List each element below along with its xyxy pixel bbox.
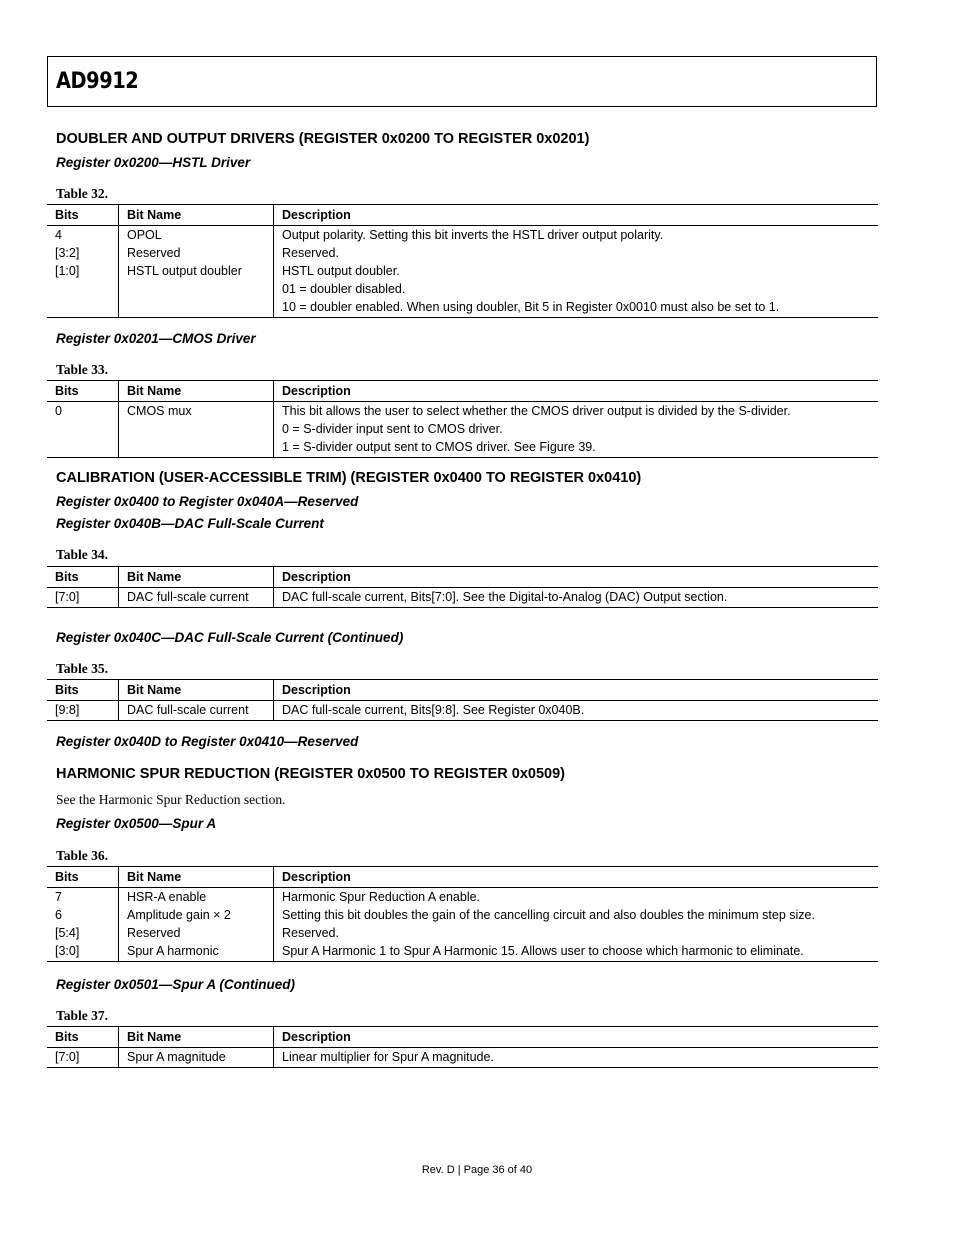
description-line: Setting this bit doubles the gain of the cancelling circuit and also doubles the minimum step size.: [282, 908, 815, 922]
section-heading-doubler: DOUBLER AND OUTPUT DRIVERS (REGISTER 0x0200 TO REGISTER 0x0201): [56, 131, 590, 147]
table-caption-34: Table 34.: [56, 547, 109, 562]
cell-bit-name: CMOS mux: [119, 402, 274, 458]
description-line: 1 = S-divider output sent to CMOS driver. See Figure 39.: [282, 440, 596, 454]
column-header-bits: Bits: [47, 381, 119, 402]
description-line: Output polarity. Setting this bit inverts the HSTL driver output polarity.: [282, 228, 664, 242]
page-footer: Rev. D | Page 36 of 40: [421, 1164, 533, 1176]
table-caption-36: Table 36.: [56, 848, 109, 863]
subheading-register-0x0400: Register 0x0400 to Register 0x040A—Reserved: [56, 494, 359, 509]
table-37: [47, 1026, 878, 1068]
subheading-register-0x0200: Register 0x0200—HSTL Driver: [56, 155, 251, 170]
table-row: [47, 244, 878, 262]
column-header-bits: Bits: [47, 867, 119, 888]
cell-bits: [3:0]: [55, 944, 80, 958]
table-35: [47, 679, 878, 721]
cell-bits: [9:8]: [55, 703, 80, 717]
column-header-bits: Bits: [47, 680, 119, 701]
column-header-bits: Bits: [47, 205, 119, 226]
cell-bit-name: OPOL: [119, 226, 274, 245]
subheading-register-0x040c: Register 0x040C—DAC Full-Scale Current (Continued): [56, 630, 404, 645]
cell-bit-name: HSR-A enable: [119, 888, 274, 907]
table-header-row: [47, 567, 878, 588]
cell-bit-name: HSTL output doubler: [119, 262, 274, 318]
table-row: [47, 888, 878, 907]
subheading-register-0x0201: Register 0x0201—CMOS Driver: [56, 331, 256, 346]
column-header-bits: Bits: [47, 567, 119, 588]
column-header-description: Description: [274, 680, 879, 701]
subheading-register-0x040b: Register 0x040B—DAC Full-Scale Current: [56, 516, 324, 531]
cell-description: [274, 942, 879, 962]
document-title: AD9912: [56, 69, 139, 94]
description-line: Reserved.: [282, 246, 339, 260]
cell-description: [274, 924, 879, 942]
section-text-harmonic-spur: See the Harmonic Spur Reduction section.: [56, 792, 286, 807]
column-header-bit-name: Bit Name: [119, 867, 274, 888]
cell-description: [274, 906, 879, 924]
column-header-description: Description: [274, 867, 879, 888]
table-header-row: [47, 1027, 878, 1048]
table-header-row: [47, 867, 878, 888]
table-row: [47, 226, 878, 245]
cell-bit-name: Spur A magnitude: [119, 1048, 274, 1068]
table-header-row: [47, 680, 878, 701]
subheading-register-0x040d: Register 0x040D to Register 0x0410—Reserved: [56, 734, 359, 749]
description-line: Harmonic Spur Reduction A enable.: [282, 890, 481, 904]
table-row: [47, 402, 878, 458]
cell-bits: [7:0]: [55, 590, 80, 604]
table-row: [47, 906, 878, 924]
column-header-description: Description: [274, 205, 879, 226]
cell-bits: [1:0]: [55, 264, 80, 278]
table-36: [47, 866, 878, 962]
column-header-bits: Bits: [47, 1027, 119, 1048]
description-line: DAC full-scale current, Bits[7:0]. See the Digital-to-Analog (DAC) Output section.: [282, 590, 728, 604]
cell-bit-name: Reserved: [119, 924, 274, 942]
description-line: Linear multiplier for Spur A magnitude.: [282, 1050, 494, 1064]
cell-bits: 6: [55, 908, 62, 922]
cell-bit-name: Spur A harmonic: [119, 942, 274, 962]
table-row: [47, 701, 878, 721]
table-row: [47, 1048, 878, 1068]
section-heading-calibration: CALIBRATION (USER-ACCESSIBLE TRIM) (REGISTER 0x0400 TO REGISTER 0x0410): [56, 470, 642, 486]
cell-bit-name: DAC full-scale current: [119, 588, 274, 608]
column-header-description: Description: [274, 381, 879, 402]
cell-description: [274, 888, 879, 907]
cell-description: [274, 701, 879, 721]
subheading-register-0x0501: Register 0x0501—Spur A (Continued): [56, 977, 296, 992]
table-header-row: [47, 381, 878, 402]
table-row: [47, 924, 878, 942]
description-line: This bit allows the user to select whether the CMOS driver output is divided by the S-divider.: [282, 404, 791, 418]
table-header-row: [47, 205, 878, 226]
cell-description: [274, 244, 879, 262]
column-header-bit-name: Bit Name: [119, 381, 274, 402]
description-line: Reserved.: [282, 926, 339, 940]
table-32: [47, 204, 878, 318]
cell-description: [274, 226, 879, 245]
cell-bit-name: Reserved: [119, 244, 274, 262]
cell-description: [274, 262, 879, 318]
cell-description: [274, 1048, 879, 1068]
cell-bits: 7: [55, 890, 62, 904]
subheading-register-0x0500: Register 0x0500—Spur A: [56, 816, 217, 831]
cell-bits: [3:2]: [55, 246, 80, 260]
table-caption-33: Table 33.: [56, 362, 109, 377]
cell-bits: [7:0]: [55, 1050, 80, 1064]
cell-bits: 4: [55, 228, 62, 242]
table-caption-37: Table 37.: [56, 1008, 109, 1023]
description-line: 01 = doubler disabled.: [282, 282, 406, 296]
section-heading-harmonic-spur: HARMONIC SPUR REDUCTION (REGISTER 0x0500 TO REGISTER 0x0509): [56, 766, 565, 782]
description-line: Spur A Harmonic 1 to Spur A Harmonic 15. Allows user to choose which harmonic to eliminate.: [282, 944, 804, 958]
cell-bit-name: Amplitude gain × 2: [119, 906, 274, 924]
page-header: [47, 56, 877, 107]
cell-bits: 0: [55, 404, 62, 418]
description-line: 10 = doubler enabled. When using doubler, Bit 5 in Register 0x0010 must also be set to 1.: [282, 300, 780, 314]
column-header-description: Description: [274, 1027, 879, 1048]
cell-description: [274, 402, 879, 458]
description-line: 0 = S-divider input sent to CMOS driver.: [282, 422, 503, 436]
table-row: [47, 942, 878, 962]
description-line: DAC full-scale current, Bits[9:8]. See Register 0x040B.: [282, 703, 585, 717]
column-header-description: Description: [274, 567, 879, 588]
table-caption-35: Table 35.: [56, 661, 109, 676]
table-34: [47, 566, 878, 608]
column-header-bit-name: Bit Name: [119, 567, 274, 588]
table-row: [47, 262, 878, 318]
column-header-bit-name: Bit Name: [119, 680, 274, 701]
cell-bits: [5:4]: [55, 926, 80, 940]
cell-description: [274, 588, 879, 608]
table-caption-32: Table 32.: [56, 186, 109, 201]
column-header-bit-name: Bit Name: [119, 1027, 274, 1048]
table-row: [47, 588, 878, 608]
description-line: HSTL output doubler.: [282, 264, 400, 278]
column-header-bit-name: Bit Name: [119, 205, 274, 226]
cell-bit-name: DAC full-scale current: [119, 701, 274, 721]
table-33: [47, 380, 878, 458]
